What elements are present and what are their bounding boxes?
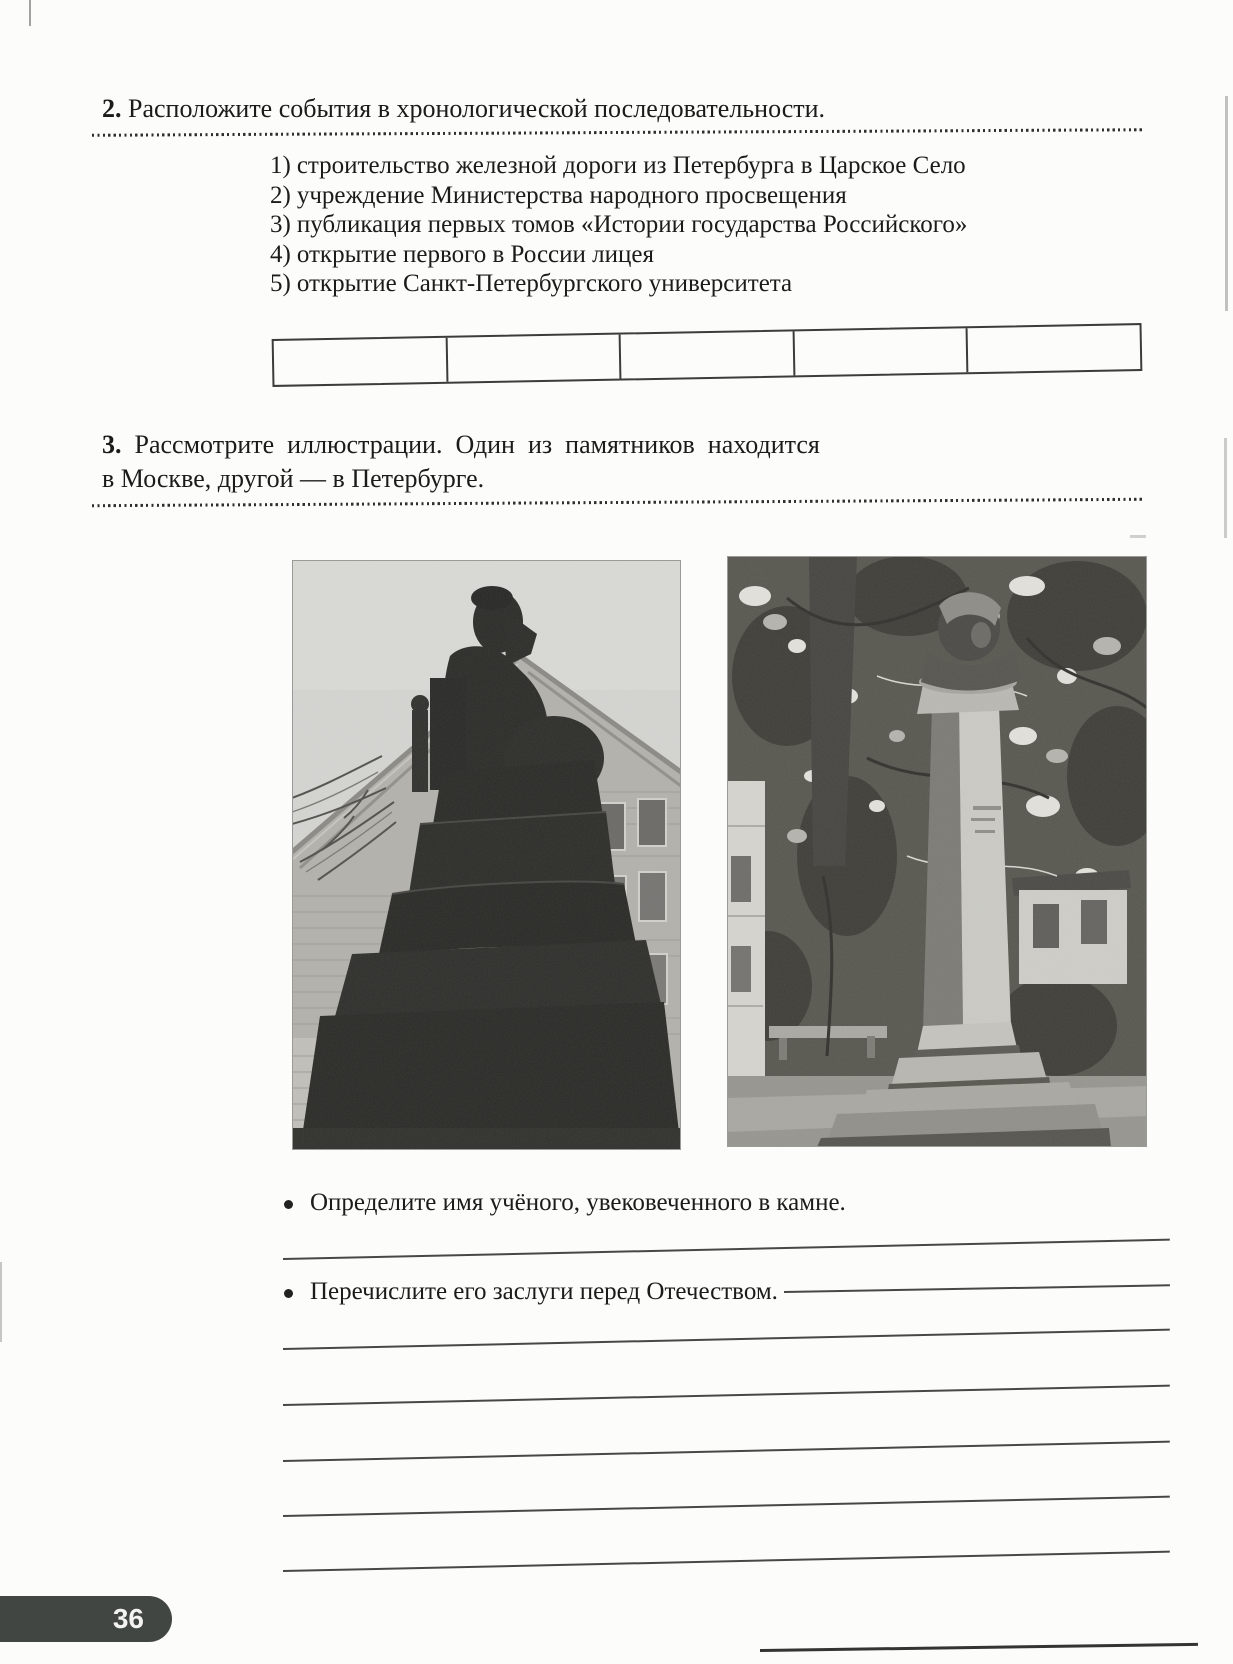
answer-line[interactable] (283, 1496, 1170, 1517)
answer-cell[interactable] (447, 335, 621, 382)
list-item: 3) публикация первых томов «Истории государства Российского» (270, 211, 968, 239)
monument-photo-seated-figure (292, 560, 681, 1150)
answer-cell[interactable] (274, 338, 448, 385)
answer-line[interactable] (784, 1284, 1170, 1293)
scan-artifact (1225, 96, 1228, 311)
list-item: 5) открытие Санкт-Петербургского университета (270, 270, 793, 298)
answer-line[interactable] (283, 1385, 1170, 1406)
bullet-icon (284, 1200, 293, 1209)
scan-artifact (29, 0, 31, 26)
answer-sequence-table (272, 323, 1143, 387)
task3-title-line1: 3. Рассмотрите иллюстрации. Один из памятников находится (102, 430, 820, 459)
task3-title-line2: в Москве, другой — в Петербурге. (102, 464, 485, 493)
page-number: 36 (112, 1603, 144, 1634)
answer-line[interactable] (283, 1551, 1170, 1572)
answer-cell[interactable] (968, 325, 1140, 372)
list-item: 2) учреждение Министерства народного просвещения (270, 181, 847, 209)
task2-heading (102, 92, 825, 125)
question-text: Определите имя учёного, увековеченного в камне. (310, 1189, 846, 1216)
task2-number: 2. (102, 94, 122, 123)
answer-line[interactable] (283, 1441, 1170, 1462)
page-number-badge (0, 1596, 172, 1642)
question-text: Перечислите его заслуги перед Отечеством. (310, 1278, 778, 1305)
list-item: 4) открытие первого в России лицея (270, 240, 654, 268)
scan-artifact (0, 1262, 2, 1342)
task3-heading (102, 428, 947, 496)
task3-number: 3. (102, 430, 122, 459)
answer-line[interactable] (760, 1643, 1198, 1652)
answer-cell[interactable] (621, 331, 795, 378)
bullet-icon (284, 1289, 293, 1298)
task2-dotted-rule (92, 128, 1145, 137)
answer-line[interactable] (283, 1329, 1170, 1350)
question-row (284, 1277, 1170, 1307)
list-item: 1) строительство железной дороги из Петербурга в Царское Село (270, 152, 966, 179)
task2-event-list (270, 151, 967, 299)
monument-photo-bust-on-pillar (727, 556, 1147, 1147)
answer-cell[interactable] (794, 328, 968, 375)
scan-artifact (1224, 438, 1227, 538)
answer-line[interactable] (283, 1239, 1170, 1260)
question-row (284, 1188, 1170, 1218)
task2-title: Расположите события в хронологической последовательности. (128, 94, 826, 123)
task3-dotted-rule (92, 498, 1145, 507)
scan-artifact (1130, 535, 1146, 538)
